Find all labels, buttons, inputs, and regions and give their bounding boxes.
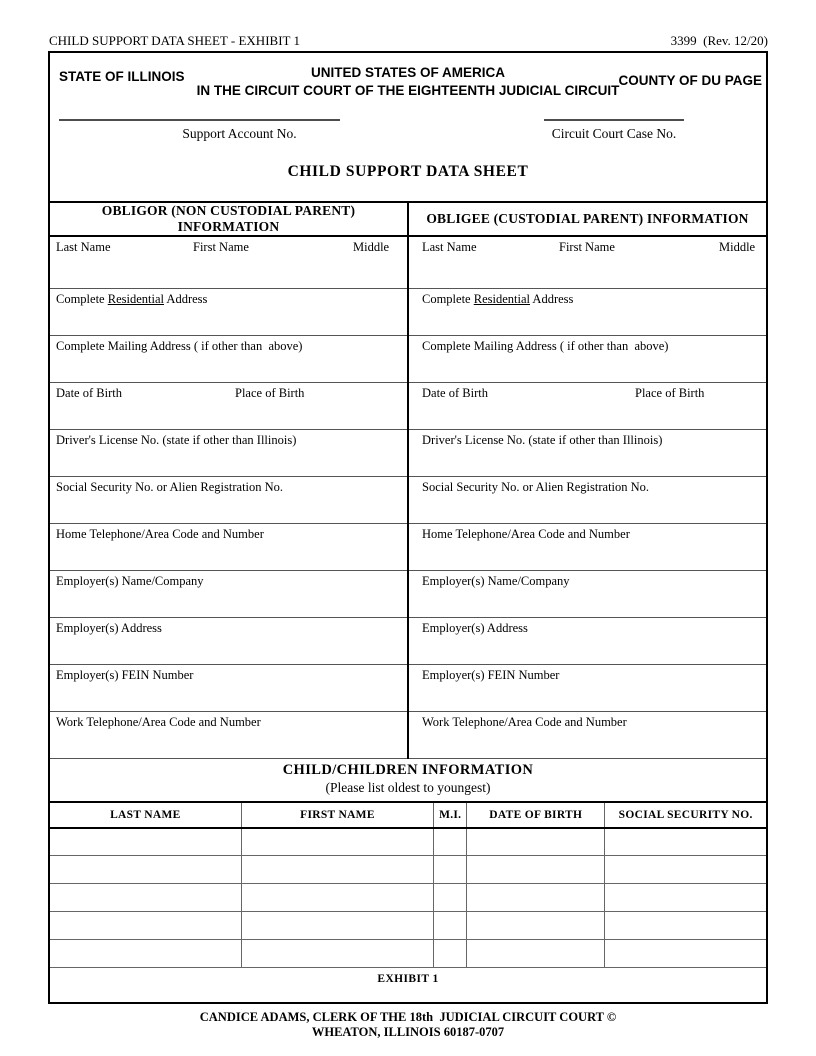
child-table-cell[interactable] (241, 856, 434, 884)
support-account-group (59, 119, 340, 163)
parent-information-table (50, 201, 766, 759)
clerk-footer-line1: CANDICE ADAMS, CLERK OF THE 18th JUDICIAL CIRCUIT COURT © (199, 1010, 617, 1024)
child-table-row (50, 856, 766, 884)
child-table-cell[interactable] (50, 940, 241, 968)
clerk-footer (0, 1010, 816, 1040)
obligor-mailing-address-field[interactable] (50, 335, 408, 382)
employer-name-label: Employer(s) Name/Company (56, 573, 204, 588)
court-header (50, 53, 766, 105)
obligor-name-field[interactable] (50, 236, 408, 288)
obligee-work-phone-field[interactable] (408, 711, 766, 758)
child-table-cell[interactable] (50, 856, 241, 884)
state-label: STATE OF ILLINOIS (59, 69, 185, 84)
child-table-cell[interactable] (434, 912, 467, 940)
circuit-court-label: IN THE CIRCUIT COURT OF THE EIGHTEENTH JUDICIAL CIRCUIT (196, 83, 620, 98)
residential-address-label: Complete (56, 291, 108, 306)
column-header-mi: M.I. (434, 803, 467, 828)
obligee-employer-address-field[interactable] (408, 617, 766, 664)
page-header-title: CHILD SUPPORT DATA SHEET - EXHIBIT 1 (49, 33, 300, 48)
obligee-home-phone-field[interactable] (408, 523, 766, 570)
child-table-cell[interactable] (467, 856, 605, 884)
exhibit-label: EXHIBIT 1 (377, 973, 439, 985)
case-number-row (50, 119, 766, 163)
child-table-row (50, 884, 766, 912)
obligor-work-phone-field[interactable] (50, 711, 408, 758)
ssn-label: Social Security No. or Alien Registration No. (422, 479, 650, 494)
work-phone-label: Work Telephone/Area Code and Number (56, 714, 261, 729)
children-section-header (50, 759, 766, 803)
column-header-date-of-birth: DATE OF BIRTH (467, 803, 605, 828)
child-table-cell[interactable] (50, 884, 241, 912)
column-header-last-name: LAST NAME (50, 803, 241, 828)
residential-address-label-end: Address (163, 291, 208, 306)
home-phone-label: Home Telephone/Area Code and Number (422, 526, 630, 541)
child-table-cell[interactable] (467, 828, 605, 856)
obligor-employer-name-field[interactable] (50, 570, 408, 617)
child-table-cell[interactable] (241, 828, 434, 856)
child-table-cell[interactable] (467, 912, 605, 940)
form-title: CHILD SUPPORT DATA SHEET (287, 163, 529, 180)
child-table-cell[interactable] (241, 940, 434, 968)
support-account-label: Support Account No. (182, 126, 297, 141)
mailing-address-label: Complete Mailing Address ( if other than above) (56, 338, 303, 353)
support-account-input[interactable] (59, 119, 340, 121)
obligee-section-header: OBLIGEE (CUSTODIAL PARENT) INFORMATION (408, 202, 766, 236)
employer-fein-label: Employer(s) FEIN Number (422, 667, 560, 682)
first-name-label: First Name (559, 240, 615, 254)
middle-name-label: Middle (353, 240, 390, 254)
date-of-birth-label: Date of Birth (422, 385, 488, 400)
employer-address-label: Employer(s) Address (422, 620, 528, 635)
obligor-residential-address-field[interactable] (50, 288, 408, 335)
county-label: COUNTY OF DU PAGE (618, 73, 762, 88)
obligee-birth-field[interactable] (408, 382, 766, 429)
clerk-footer-line2: WHEATON, ILLINOIS 60187-0707 (311, 1025, 505, 1039)
child-table-cell[interactable] (605, 856, 766, 884)
residential-underlined: Residential (107, 291, 164, 306)
residential-address-label-end: Address (529, 291, 574, 306)
employer-name-label: Employer(s) Name/Company (422, 573, 570, 588)
child-table-cell[interactable] (467, 940, 605, 968)
child-table-cell[interactable] (467, 884, 605, 912)
case-number-label: Circuit Court Case No. (551, 126, 677, 141)
place-of-birth-label: Place of Birth (235, 385, 305, 400)
column-header-first-name: FIRST NAME (241, 803, 434, 828)
employer-fein-label: Employer(s) FEIN Number (56, 667, 194, 682)
obligor-home-phone-field[interactable] (50, 523, 408, 570)
obligee-mailing-address-field[interactable] (408, 335, 766, 382)
children-section-title: CHILD/CHILDREN INFORMATION (282, 761, 534, 778)
country-label: UNITED STATES OF AMERICA (311, 65, 505, 80)
child-table-cell[interactable] (434, 940, 467, 968)
last-name-label: Last Name (56, 240, 111, 254)
obligee-employer-fein-field[interactable] (408, 664, 766, 711)
child-table-cell[interactable] (605, 940, 766, 968)
obligor-ssn-field[interactable] (50, 476, 408, 523)
child-table-cell[interactable] (434, 856, 467, 884)
obligor-section-header: OBLIGOR (NON CUSTODIAL PARENT) INFORMATION (50, 202, 408, 236)
child-table-cell[interactable] (50, 828, 241, 856)
child-table-body (50, 828, 766, 968)
drivers-license-label: Driver's License No. (state if other than Illinois) (56, 432, 297, 447)
middle-name-label: Middle (719, 240, 756, 254)
child-table-row (50, 912, 766, 940)
case-number-input[interactable] (544, 119, 684, 121)
child-table-cell[interactable] (434, 884, 467, 912)
child-table-cell[interactable] (241, 884, 434, 912)
page-header (49, 33, 768, 48)
child-table-cell[interactable] (434, 828, 467, 856)
children-table-header-row (50, 803, 766, 828)
employer-address-label: Employer(s) Address (56, 620, 162, 635)
child-table-cell[interactable] (605, 884, 766, 912)
date-of-birth-label: Date of Birth (56, 385, 122, 400)
child-table-cell[interactable] (50, 912, 241, 940)
obligee-drivers-license-field[interactable] (408, 429, 766, 476)
obligee-employer-name-field[interactable] (408, 570, 766, 617)
obligor-birth-field[interactable] (50, 382, 408, 429)
home-phone-label: Home Telephone/Area Code and Number (56, 526, 264, 541)
children-table (50, 803, 766, 969)
residential-underlined: Residential (473, 291, 530, 306)
case-number-group (544, 119, 684, 163)
children-section-subtitle: (Please list oldest to youngest) (325, 779, 491, 795)
ssn-label: Social Security No. or Alien Registration No. (56, 479, 284, 494)
last-name-label: Last Name (422, 240, 477, 254)
obligee-residential-address-field[interactable] (408, 288, 766, 335)
mailing-address-label: Complete Mailing Address ( if other than above) (422, 338, 669, 353)
obligor-employer-fein-field[interactable] (50, 664, 408, 711)
drivers-license-label: Driver's License No. (state if other than Illinois) (422, 432, 663, 447)
child-table-cell[interactable] (605, 912, 766, 940)
work-phone-label: Work Telephone/Area Code and Number (422, 714, 627, 729)
form-revision-number: 3399 (Rev. 12/20) (670, 33, 768, 48)
child-table-cell[interactable] (241, 912, 434, 940)
place-of-birth-label: Place of Birth (635, 385, 705, 400)
obligee-ssn-field[interactable] (408, 476, 766, 523)
child-table-cell[interactable] (605, 828, 766, 856)
form-border-box (48, 51, 768, 1004)
first-name-label: First Name (193, 240, 249, 254)
obligor-drivers-license-field[interactable] (50, 429, 408, 476)
obligor-employer-address-field[interactable] (50, 617, 408, 664)
child-table-row (50, 940, 766, 968)
residential-address-label: Complete (422, 291, 474, 306)
obligee-name-field[interactable] (408, 236, 766, 288)
column-header-ssn: SOCIAL SECURITY NO. (605, 803, 766, 828)
child-table-row (50, 828, 766, 856)
